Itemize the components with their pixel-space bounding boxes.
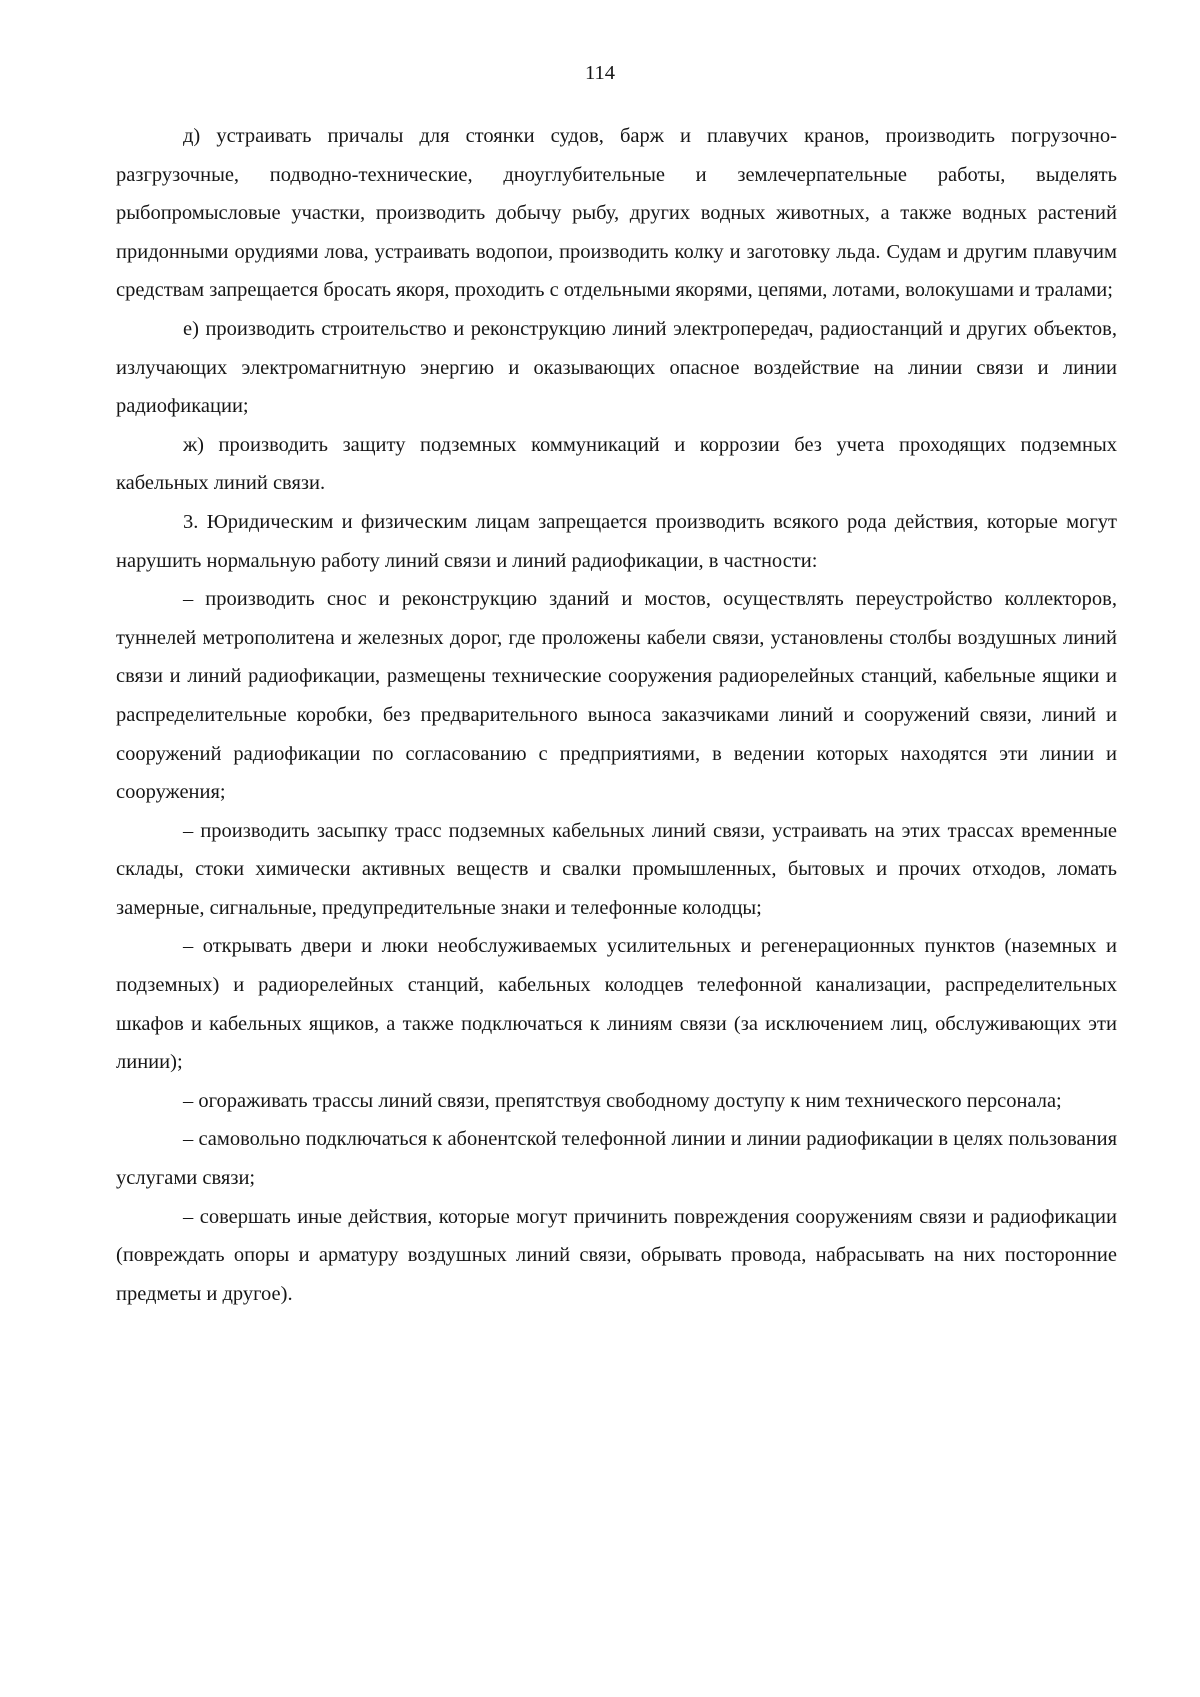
page-body	[116, 117, 1117, 1313]
paragraph-e: е) производить строительство и реконструкцию линий электропередач, радиостанций и других объектов, излучающих электромагнитную энергию и оказывающих опасное воздействие на линии связи и линии радиофикации;	[116, 317, 1117, 418]
list-item-unauthorized-connection: – самовольно подключаться к абонентской телефонной линии и линии радиофикации в целях пользования услугами связи;	[116, 1128, 1117, 1190]
list-item-backfilling: – производить засыпку трасс подземных кабельных линий связи, устраивать на этих трассах временные склады, стоки химически активных веществ и свалки промышленных, бытовых и прочих отходов, ломать замерные, сигнальные, предупредительные знаки и телефонные колодцы;	[116, 819, 1117, 919]
paragraph-section-3: 3. Юридическим и физическим лицам запрещается производить всякого рода действия, которые могут нарушить нормальную работу линий связи и линий радиофикации, в частности:	[116, 510, 1117, 572]
paragraph-d: д) устраивать причалы для стоянки судов, барж и плавучих кранов, производить погрузочно-разгрузочные, подводно-технические, дноуглубительные и землечерпательные работы, выделять рыбопромысловые участки, производить добычу рыбу, других водных животных, а также водных растений придонными орудиями лова, устраивать водопои, производить колку и заготовку льда. Судам и другим плавучим средствам запрещается бросать якоря, проходить с отдельными якорями, цепями, лотами, волокушами и тралами;	[116, 125, 1117, 302]
paragraph-zh: ж) производить защиту подземных коммуникаций и коррозии без учета проходящих подземных кабельных линий связи.	[116, 433, 1117, 495]
list-item-demolition: – производить снос и реконструкцию зданий и мостов, осуществлять переустройство коллекторов, туннелей метрополитена и железных дорог, где проложены кабели связи, установлены столбы воздушных линий связи и линий радиофикации, размещены технические сооружения радиорелейных станций, кабельные ящики и распределительные коробки, без предварительного выноса заказчиками линий и сооружений связи, линий и сооружений радиофикации по согласованию с предприятиями, в ведении которых находятся эти линии и сооружения;	[116, 588, 1117, 804]
list-item-opening-hatches: – открывать двери и люки необслуживаемых усилительных и регенерационных пунктов (наземных и подземных) и радиорелейных станций, кабельных колодцев телефонной канализации, распределительных шкафов и кабельных ящиков, а также подключаться к линиям связи (за исключением лиц, обслуживающих эти линии);	[116, 935, 1117, 1074]
page-number: 114	[585, 62, 615, 84]
list-item-fencing: – огораживать трассы линий связи, препятствуя свободному доступу к ним технического персонала;	[183, 1089, 1062, 1112]
list-item-other-actions: – совершать иные действия, которые могут причинить повреждения сооружениям связи и радиофикации (повреждать опоры и арматуру воздушных линий связи, обрывать провода, набрасывать на них посторонние предметы и другое).	[116, 1205, 1117, 1305]
